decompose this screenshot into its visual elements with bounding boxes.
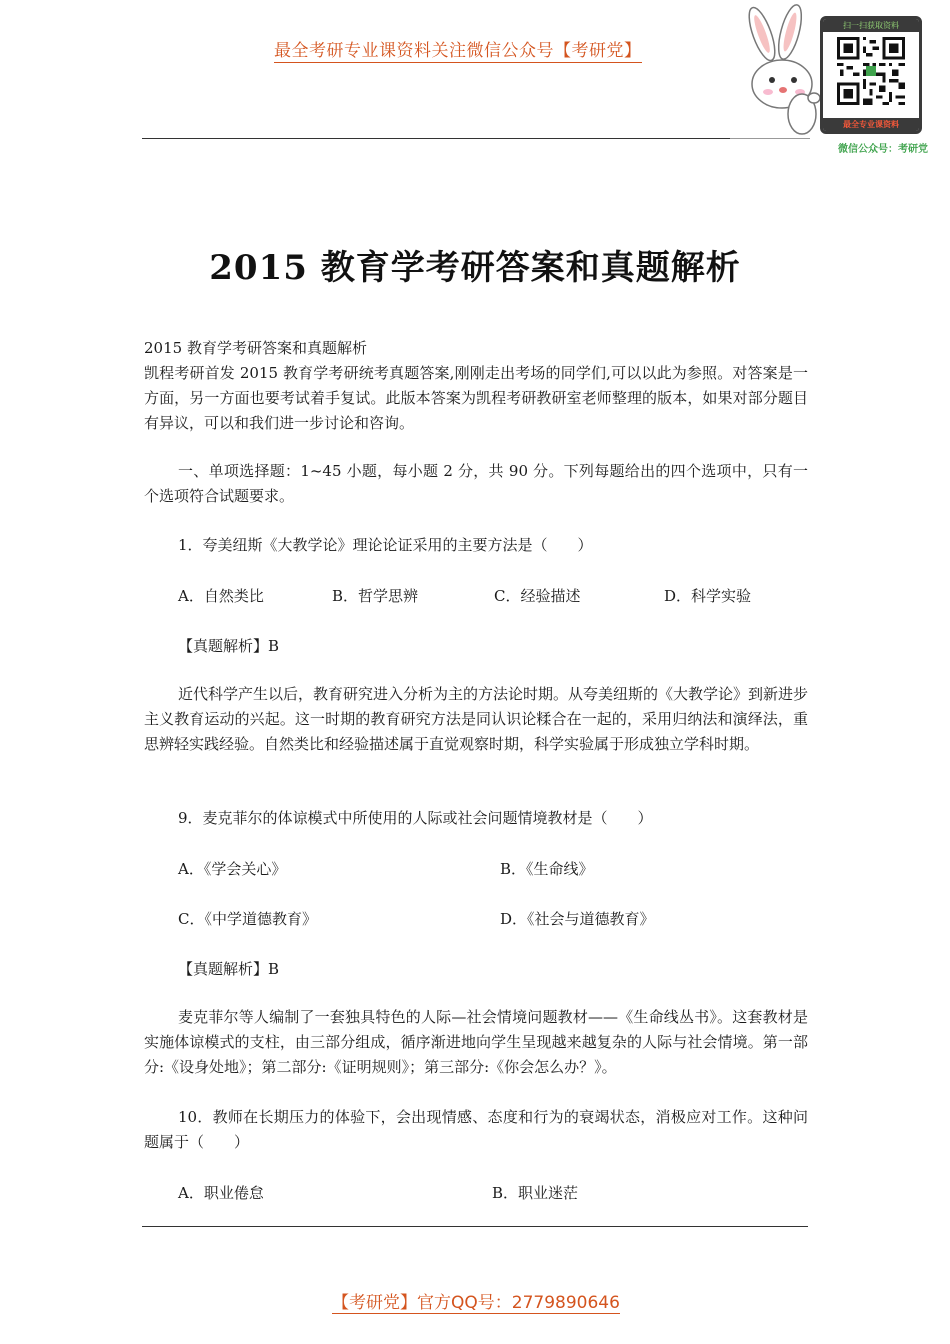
document-title: 2015 教育学考研答案和真题解析: [209, 248, 741, 288]
section-heading: 一、单项选择题：1~45 小题，每小题 2 分，共 90 分。下列每题给出的四个选项中，只有一个选项符合试题要求。: [144, 462, 808, 505]
qr-top-label: 扫一扫获取资料: [823, 19, 919, 32]
promo-badge[interactable]: [742, 2, 950, 158]
qr-code-icon: [837, 37, 905, 105]
q1-option-d: D．科学实验: [664, 587, 752, 605]
q9-answer: 【真题解析】B: [178, 960, 280, 978]
header-divider: [142, 138, 730, 139]
footer-divider: [142, 1226, 808, 1227]
q9-option-a: A．《学会关心》: [178, 860, 287, 878]
q1-option-a: A．自然类比: [178, 587, 264, 605]
intro-paragraph: 凯程考研首发 2015 教育学考研统考真题答案,刚刚走出考场的同学们,可以以此为参照。对答案是一方面，另一方面也要考试着手复试。此版本答案为凯程考研教研室老师整理的版本，如果对部分题目有异议，可以和我们进一步讨论和咨询。: [144, 364, 808, 432]
intro-subtitle: 2015 教育学考研答案和真题解析: [144, 339, 367, 357]
q9-stem: 9．麦克菲尔的体谅模式中所使用的人际或社会问题情境教材是（ ）: [178, 809, 653, 827]
q1-answer: 【真题解析】B: [178, 637, 280, 655]
q10-option-a: A．职业倦怠: [178, 1184, 264, 1202]
q1-analysis: 近代科学产生以后，教育研究进入分析为主的方法论时期。从夸美纽斯的《大教学论》到新进步主义教育运动的兴起。这一时期的教育研究方法是同认识论糅合在一起的，采用归纳法和演绎法，重思辨轻实践经验。自然类比和经验描述属于直觉观察时期，科学实验属于形成独立学科时期。: [144, 685, 809, 753]
q10-stem: 10．教师在长期压力的体验下，会出现情感、态度和行为的衰竭状态，消极应对工作。这种问题属于（ ）: [144, 1108, 808, 1151]
footer-contact[interactable]: 【考研党】官方QQ号：2779890646: [332, 1288, 620, 1314]
q9-analysis: 麦克菲尔等人编制了一套独具特色的人际—社会情境问题教材——《生命线丛书》。这套教材是实施体谅模式的支柱，由三部分组成，循序渐进地向学生呈现越来越复杂的人际与社会情境。第一部分:《设身处地》；第二部分:《证明规则》；第三部分:《你会怎么办？》。: [144, 1008, 808, 1076]
q1-stem: 1．夸美纽斯《大教学论》理论论证采用的主要方法是（ ）: [178, 536, 593, 554]
qr-bottom-label: 最全专业课资料: [823, 118, 919, 131]
qr-code-card[interactable]: [820, 16, 922, 134]
q9-option-d: D．《社会与道德教育》: [500, 910, 655, 928]
q1-option-c: C．经验描述: [494, 587, 581, 605]
q1-option-b: B．哲学思辨: [332, 587, 419, 605]
wechat-label: 微信公众号：考研党: [838, 144, 928, 155]
q10-option-b: B．职业迷茫: [492, 1184, 579, 1202]
bunny-mascot-icon: [742, 2, 824, 142]
header-divider-extension: [730, 138, 810, 139]
q9-option-c: C．《中学道德教育》: [178, 910, 317, 928]
q9-option-b: B．《生命线》: [500, 860, 594, 878]
header-banner[interactable]: 最全考研专业课资料关注微信公众号【考研党】: [274, 36, 642, 63]
